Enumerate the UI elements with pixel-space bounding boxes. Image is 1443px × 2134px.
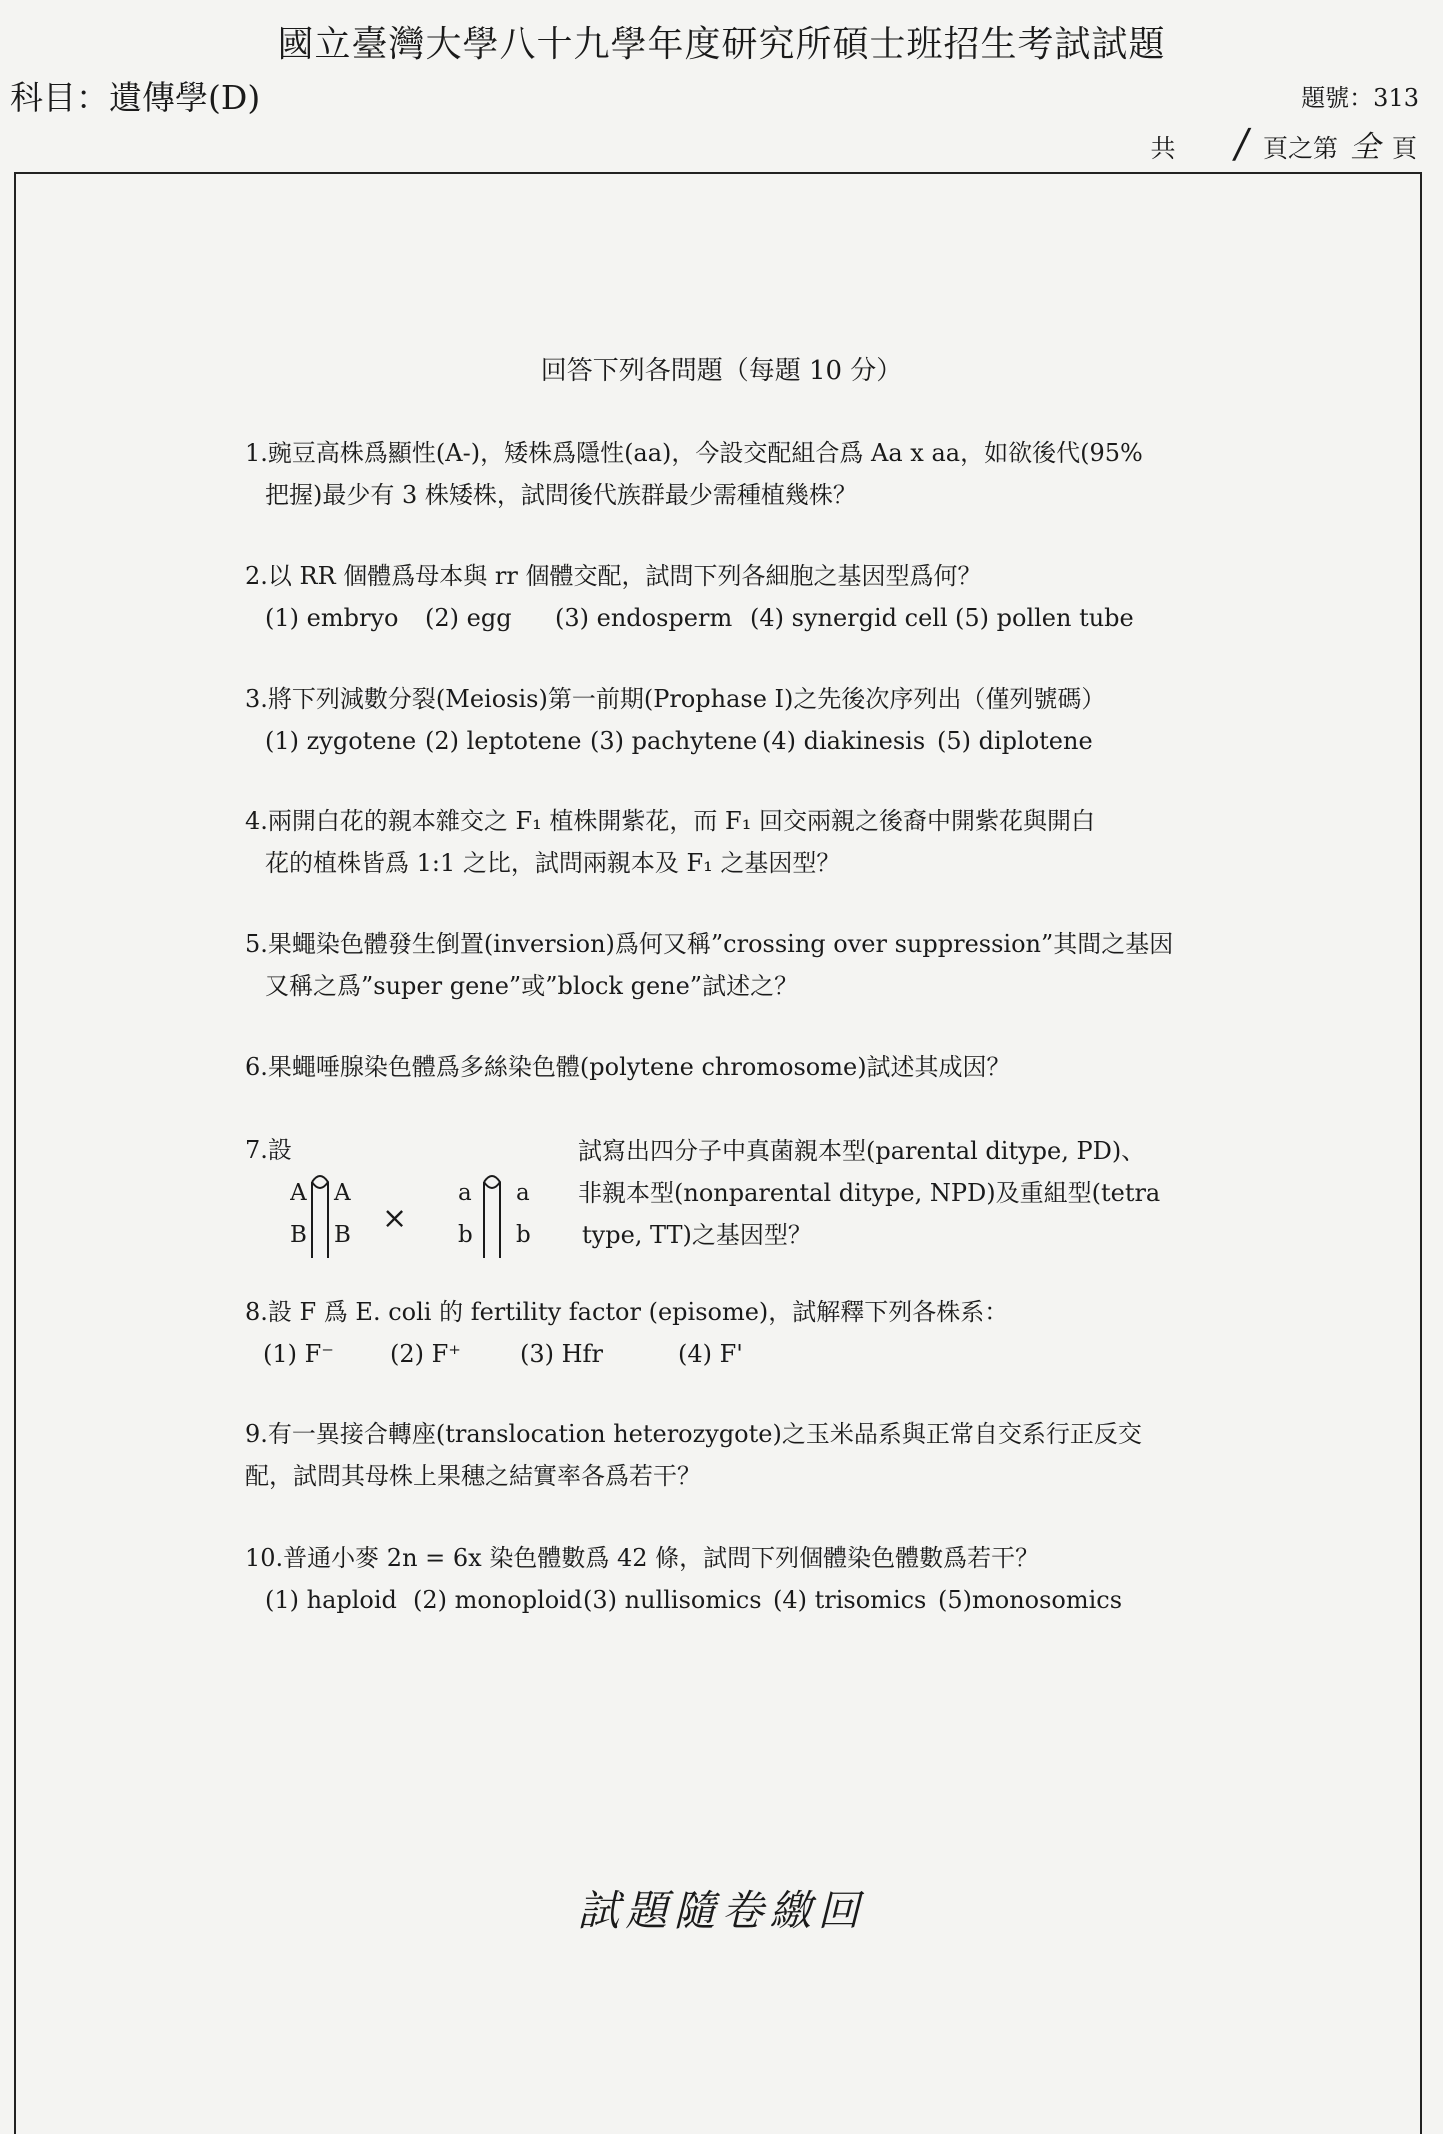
question-8-options — [245, 1333, 1205, 1375]
question-3-line1: 3.將下列減數分裂(Meiosis)第一前期(Prophase I)之先後次序列出（僅列號碼） — [245, 685, 1106, 713]
allele-label: B — [290, 1222, 307, 1248]
exam-title: 國立臺灣大學八十九學年度研究所碩士班招生考試試題 — [277, 24, 1166, 65]
page-count — [1150, 122, 1417, 166]
allele-label: b — [458, 1222, 473, 1248]
allele-label: a — [516, 1180, 530, 1206]
question-7-text — [578, 1130, 1228, 1256]
question-3-options — [245, 720, 1205, 762]
option: (4) synergid cell — [750, 604, 948, 632]
question-4-line2: 花的植株皆爲 1:1 之比，試問兩親本及 F₁ 之基因型？ — [265, 849, 841, 877]
option: (1) haploid — [265, 1586, 397, 1614]
option: (5)monosomics — [938, 1586, 1123, 1614]
allele-label: b — [516, 1222, 531, 1248]
option: (1) F⁻ — [263, 1340, 334, 1368]
option: (1) zygotene — [265, 727, 417, 755]
question-7-line2: 非親本型(nonparental ditype, NPD)及重組型(tetra — [578, 1179, 1161, 1207]
question-7-line1: 試寫出四分子中真菌親本型(parental ditype, PD)、 — [578, 1137, 1146, 1165]
question-8 — [245, 1291, 1205, 1375]
option: (4) diakinesis — [762, 727, 926, 755]
option: (2) F⁺ — [390, 1340, 461, 1368]
question-9-line2: 配，試問其母株上果穗之結實率各爲若干？ — [245, 1462, 701, 1490]
question-4 — [245, 800, 1205, 884]
allele-label: B — [334, 1222, 351, 1248]
option: (4) F' — [678, 1340, 743, 1368]
option: (3) nullisomics — [583, 1586, 762, 1614]
chromosome-pair-right — [484, 1176, 500, 1258]
question-number: 題號：313 — [1301, 84, 1419, 112]
return-notice: 試題隨卷繳回 — [577, 1886, 866, 1935]
question-5 — [245, 923, 1205, 1007]
question-10-options — [245, 1579, 1205, 1621]
pages-slash: / — [1231, 121, 1254, 167]
question-5-line1: 5.果蠅染色體發生倒置(inversion)爲何又稱”crossing over suppression”其間之基因 — [245, 930, 1174, 958]
question-2-line1: 2.以 RR 個體爲母本與 rr 個體交配，試問下列各細胞之基因型爲何？ — [245, 562, 982, 590]
option: (4) trisomics — [773, 1586, 927, 1614]
option: (3) endosperm — [555, 604, 733, 632]
section-heading: 回答下列各問題（每題 10 分） — [540, 356, 903, 386]
pages-total-label: 共 — [1150, 134, 1176, 163]
question-9-line1: 9.有一異接合轉座(translocation heterozygote)之玉米品系與正常自交系行正反交 — [245, 1420, 1142, 1448]
pages-mid-label: 頁之第 — [1262, 134, 1338, 163]
question-5-line2: 又稱之爲”super gene”或”block gene”試述之？ — [265, 972, 799, 1000]
question-7-line3: type, TT)之基因型？ — [582, 1221, 812, 1249]
question-8-line1: 8.設 F 爲 E. coli 的 fertility factor (episome)，試解釋下列各株系： — [245, 1298, 1009, 1326]
question-4-line1: 4.兩開白花的親本雜交之 F₁ 植株開紫花，而 F₁ 回交兩親之後裔中開紫花與開白 — [245, 807, 1095, 835]
chromosome-pair-left — [312, 1176, 328, 1258]
question-1-line2: 把握)最少有 3 株矮株，試問後代族群最少需種植幾株？ — [265, 481, 857, 509]
question-7-lead: 7.設 — [245, 1136, 292, 1164]
cross-symbol: × — [382, 1201, 408, 1236]
option: (5) diplotene — [937, 727, 1093, 755]
option: (2) egg — [425, 604, 512, 632]
question-10 — [245, 1537, 1205, 1621]
option: (1) embryo — [265, 604, 399, 632]
question-7 — [245, 1130, 1225, 1260]
option: (3) pachytene — [590, 727, 758, 755]
option: (3) Hfr — [520, 1340, 603, 1368]
allele-label: a — [458, 1180, 472, 1206]
option: (2) leptotene — [425, 727, 582, 755]
question-1-line1: 1.豌豆高株爲顯性(A-)，矮株爲隱性(aa)，今設交配組合爲 Aa x aa，如欲後代(95% — [245, 439, 1143, 467]
question-3 — [245, 678, 1205, 762]
option: (2) monoploid — [413, 1586, 583, 1614]
option: (5) pollen tube — [955, 604, 1134, 632]
subject-label: 科目：遺傳學(D) — [10, 78, 261, 117]
question-10-line1: 10.普通小麥 2n = 6x 染色體數爲 42 條，試問下列個體染色體數爲若干？ — [245, 1544, 1040, 1572]
question-1 — [245, 432, 1205, 516]
question-9 — [245, 1413, 1205, 1497]
question-2-options — [245, 597, 1205, 639]
pages-handwritten: 全 — [1349, 130, 1380, 165]
question-2 — [245, 555, 1205, 639]
question-6-line1: 6.果蠅唾腺染色體爲多絲染色體(polytene chromosome)試述其成因？ — [245, 1053, 1011, 1081]
question-6 — [245, 1046, 1205, 1088]
allele-label: A — [334, 1180, 351, 1206]
chromosome-cross-diagram — [290, 1160, 580, 1260]
allele-label: A — [290, 1180, 307, 1206]
pages-end-label: 頁 — [1391, 134, 1417, 163]
